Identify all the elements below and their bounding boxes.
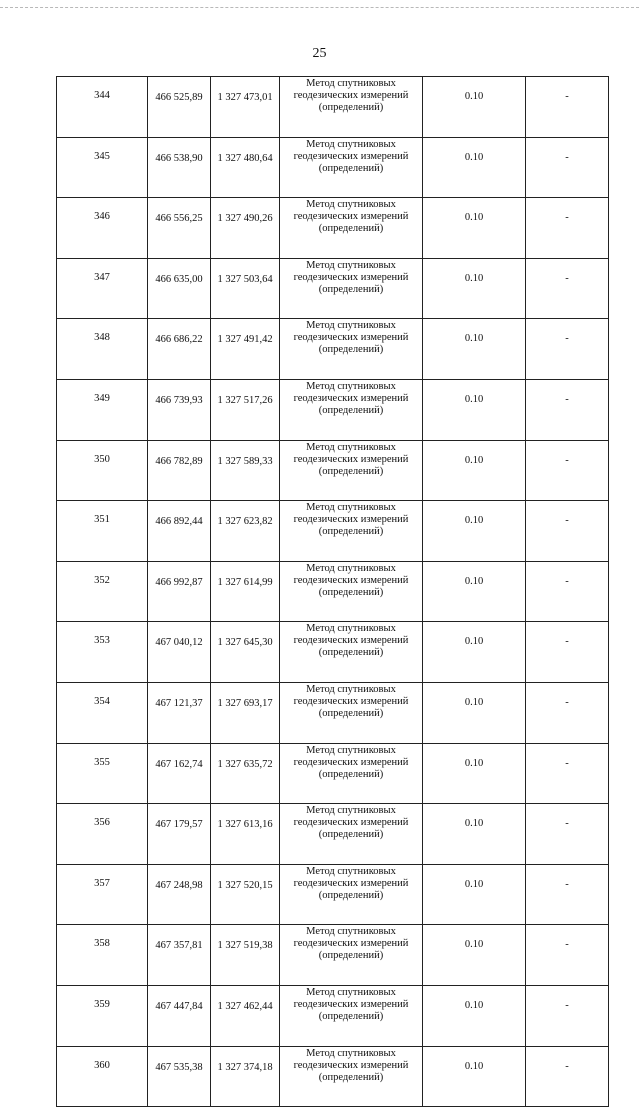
coordinate-x-cell: 466 538,90 xyxy=(148,137,211,198)
coordinates-table xyxy=(56,76,609,1107)
method-line: (определений) xyxy=(318,829,384,841)
method-line: геодезических измерений xyxy=(293,756,409,768)
table-row xyxy=(57,1046,609,1107)
method-line: (определений) xyxy=(318,586,384,598)
point-number-cell: 350 xyxy=(57,440,148,501)
coordinate-y-cell: 1 327 519,38 xyxy=(211,925,280,986)
point-number-cell: 353 xyxy=(57,622,148,683)
method-line: геодезических измерений xyxy=(293,695,409,707)
method-line: (определений) xyxy=(318,162,384,174)
method-line: геодезических измерений xyxy=(293,90,409,101)
coordinate-y-cell: 1 327 491,42 xyxy=(211,319,280,380)
note-cell: - xyxy=(526,985,609,1046)
method-cell xyxy=(280,1046,423,1107)
coordinate-x-cell: 467 447,84 xyxy=(148,985,211,1046)
table-row xyxy=(57,561,609,622)
accuracy-cell: 0.10 xyxy=(423,501,526,562)
table-row xyxy=(57,682,609,743)
coordinate-y-cell: 1 327 462,44 xyxy=(211,985,280,1046)
method-cell xyxy=(280,440,423,501)
accuracy-cell: 0.10 xyxy=(423,319,526,380)
method-cell xyxy=(280,198,423,259)
coordinate-x-cell: 467 121,37 xyxy=(148,682,211,743)
accuracy-cell: 0.10 xyxy=(423,77,526,138)
coordinate-y-cell: 1 327 520,15 xyxy=(211,864,280,925)
coordinate-y-cell: 1 327 645,30 xyxy=(211,622,280,683)
method-line: Метод спутниковых xyxy=(306,865,396,877)
note-cell: - xyxy=(526,864,609,925)
coordinate-x-cell: 467 357,81 xyxy=(148,925,211,986)
coordinate-y-cell: 1 327 480,64 xyxy=(211,137,280,198)
point-number-cell: 355 xyxy=(57,743,148,804)
method-line: (определений) xyxy=(318,102,384,113)
method-line: Метод спутниковых xyxy=(306,259,396,271)
point-number-cell: 348 xyxy=(57,319,148,380)
point-number-cell: 357 xyxy=(57,864,148,925)
coordinate-y-cell: 1 327 374,18 xyxy=(211,1046,280,1107)
method-line: Метод спутниковых xyxy=(306,744,396,756)
point-number-cell: 354 xyxy=(57,682,148,743)
table-row xyxy=(57,985,609,1046)
method-line: геодезических измерений xyxy=(293,271,409,283)
point-number-cell: 345 xyxy=(57,137,148,198)
method-line: (определений) xyxy=(318,526,384,538)
method-line: Метод спутниковых xyxy=(306,562,396,574)
coordinate-y-cell: 1 327 635,72 xyxy=(211,743,280,804)
coordinate-y-cell: 1 327 693,17 xyxy=(211,682,280,743)
method-line: Метод спутниковых xyxy=(306,138,396,150)
method-line: Метод спутниковых xyxy=(306,320,396,332)
coordinate-y-cell: 1 327 589,33 xyxy=(211,440,280,501)
accuracy-cell: 0.10 xyxy=(423,440,526,501)
method-line: геодезических измерений xyxy=(293,574,409,586)
point-number-cell: 358 xyxy=(57,925,148,986)
coordinate-x-cell: 467 179,57 xyxy=(148,804,211,865)
method-line: геодезических измерений xyxy=(293,211,409,223)
table-row xyxy=(57,501,609,562)
table-row xyxy=(57,137,609,198)
coordinate-y-cell: 1 327 503,64 xyxy=(211,258,280,319)
point-number-cell: 346 xyxy=(57,198,148,259)
coordinate-x-cell: 466 739,93 xyxy=(148,379,211,440)
method-cell xyxy=(280,501,423,562)
accuracy-cell: 0.10 xyxy=(423,925,526,986)
coordinate-y-cell: 1 327 490,26 xyxy=(211,198,280,259)
method-line: (определений) xyxy=(318,889,384,901)
method-line: геодезических измерений xyxy=(293,514,409,526)
method-cell xyxy=(280,561,423,622)
coordinate-x-cell: 466 635,00 xyxy=(148,258,211,319)
note-cell: - xyxy=(526,440,609,501)
method-cell xyxy=(280,379,423,440)
method-cell xyxy=(280,864,423,925)
table-body xyxy=(57,77,609,1107)
method-line: Метод спутниковых xyxy=(306,1047,396,1059)
note-cell: - xyxy=(526,319,609,380)
coordinate-y-cell: 1 327 614,99 xyxy=(211,561,280,622)
table-row xyxy=(57,77,609,138)
point-number-cell: 349 xyxy=(57,379,148,440)
point-number-cell: 360 xyxy=(57,1046,148,1107)
note-cell: - xyxy=(526,622,609,683)
method-line: Метод спутниковых xyxy=(306,926,396,938)
method-line: (определений) xyxy=(318,950,384,962)
method-line: (определений) xyxy=(318,707,384,719)
page-number: 25 xyxy=(312,46,327,61)
method-line: Метод спутниковых xyxy=(306,441,396,453)
note-cell: - xyxy=(526,258,609,319)
coordinate-y-cell: 1 327 623,82 xyxy=(211,501,280,562)
table-row xyxy=(57,379,609,440)
method-line: (определений) xyxy=(318,344,384,356)
table-row xyxy=(57,319,609,380)
method-line: геодезических измерений xyxy=(293,1059,409,1071)
note-cell: - xyxy=(526,804,609,865)
method-line: геодезических измерений xyxy=(293,938,409,950)
point-number-cell: 351 xyxy=(57,501,148,562)
accuracy-cell: 0.10 xyxy=(423,561,526,622)
accuracy-cell: 0.10 xyxy=(423,985,526,1046)
method-cell xyxy=(280,682,423,743)
method-cell xyxy=(280,743,423,804)
table-row xyxy=(57,622,609,683)
note-cell: - xyxy=(526,925,609,986)
coordinate-x-cell: 467 162,74 xyxy=(148,743,211,804)
method-cell xyxy=(280,258,423,319)
coordinate-x-cell: 466 525,89 xyxy=(148,77,211,138)
method-line: геодезических измерений xyxy=(293,877,409,889)
coordinate-x-cell: 467 248,98 xyxy=(148,864,211,925)
coordinate-x-cell: 466 686,22 xyxy=(148,319,211,380)
accuracy-cell: 0.10 xyxy=(423,258,526,319)
point-number-cell: 344 xyxy=(57,77,148,138)
table-row xyxy=(57,198,609,259)
method-line: (определений) xyxy=(318,404,384,416)
method-line: Метод спутниковых xyxy=(306,78,396,89)
method-cell xyxy=(280,319,423,380)
coordinate-x-cell: 467 040,12 xyxy=(148,622,211,683)
note-cell: - xyxy=(526,1046,609,1107)
note-cell: - xyxy=(526,379,609,440)
method-line: Метод спутниковых xyxy=(306,986,396,998)
method-cell xyxy=(280,77,423,138)
coordinate-y-cell: 1 327 517,26 xyxy=(211,379,280,440)
accuracy-cell: 0.10 xyxy=(423,379,526,440)
method-line: (определений) xyxy=(318,647,384,659)
method-cell xyxy=(280,622,423,683)
note-cell: - xyxy=(526,682,609,743)
note-cell: - xyxy=(526,561,609,622)
table-row xyxy=(57,925,609,986)
method-cell xyxy=(280,925,423,986)
coordinate-x-cell: 466 782,89 xyxy=(148,440,211,501)
accuracy-cell: 0.10 xyxy=(423,804,526,865)
accuracy-cell: 0.10 xyxy=(423,1046,526,1107)
accuracy-cell: 0.10 xyxy=(423,864,526,925)
method-line: геодезических измерений xyxy=(293,998,409,1010)
accuracy-cell: 0.10 xyxy=(423,622,526,683)
table-row xyxy=(57,864,609,925)
note-cell: - xyxy=(526,501,609,562)
method-cell xyxy=(280,137,423,198)
table-row xyxy=(57,258,609,319)
method-line: геодезических измерений xyxy=(293,332,409,344)
table-row xyxy=(57,804,609,865)
coordinate-x-cell: 467 535,38 xyxy=(148,1046,211,1107)
method-line: геодезических измерений xyxy=(293,817,409,829)
note-cell: - xyxy=(526,137,609,198)
point-number-cell: 359 xyxy=(57,985,148,1046)
method-line: Метод спутниковых xyxy=(306,380,396,392)
note-cell: - xyxy=(526,77,609,138)
method-cell xyxy=(280,804,423,865)
method-line: (определений) xyxy=(318,1071,384,1083)
accuracy-cell: 0.10 xyxy=(423,682,526,743)
point-number-cell: 356 xyxy=(57,804,148,865)
note-cell: - xyxy=(526,743,609,804)
point-number-cell: 352 xyxy=(57,561,148,622)
point-number-cell: 347 xyxy=(57,258,148,319)
accuracy-cell: 0.10 xyxy=(423,137,526,198)
method-line: (определений) xyxy=(318,1010,384,1022)
method-line: Метод спутниковых xyxy=(306,199,396,211)
coordinate-x-cell: 466 892,44 xyxy=(148,501,211,562)
coordinate-y-cell: 1 327 473,01 xyxy=(211,77,280,138)
method-line: (определений) xyxy=(318,223,384,235)
method-line: (определений) xyxy=(318,283,384,295)
method-line: Метод спутниковых xyxy=(306,502,396,514)
method-line: Метод спутниковых xyxy=(306,623,396,635)
method-line: Метод спутниковых xyxy=(306,805,396,817)
coordinate-x-cell: 466 556,25 xyxy=(148,198,211,259)
method-line: (определений) xyxy=(318,768,384,780)
method-cell xyxy=(280,985,423,1046)
method-line: геодезических измерений xyxy=(293,150,409,162)
method-line: геодезических измерений xyxy=(293,392,409,404)
note-cell: - xyxy=(526,198,609,259)
table-row xyxy=(57,743,609,804)
accuracy-cell: 0.10 xyxy=(423,198,526,259)
coordinate-x-cell: 466 992,87 xyxy=(148,561,211,622)
method-line: геодезических измерений xyxy=(293,635,409,647)
method-line: геодезических измерений xyxy=(293,453,409,465)
method-line: Метод спутниковых xyxy=(306,683,396,695)
top-scan-rule xyxy=(0,7,639,8)
accuracy-cell: 0.10 xyxy=(423,743,526,804)
table-row xyxy=(57,440,609,501)
method-line: (определений) xyxy=(318,465,384,477)
coordinate-y-cell: 1 327 613,16 xyxy=(211,804,280,865)
